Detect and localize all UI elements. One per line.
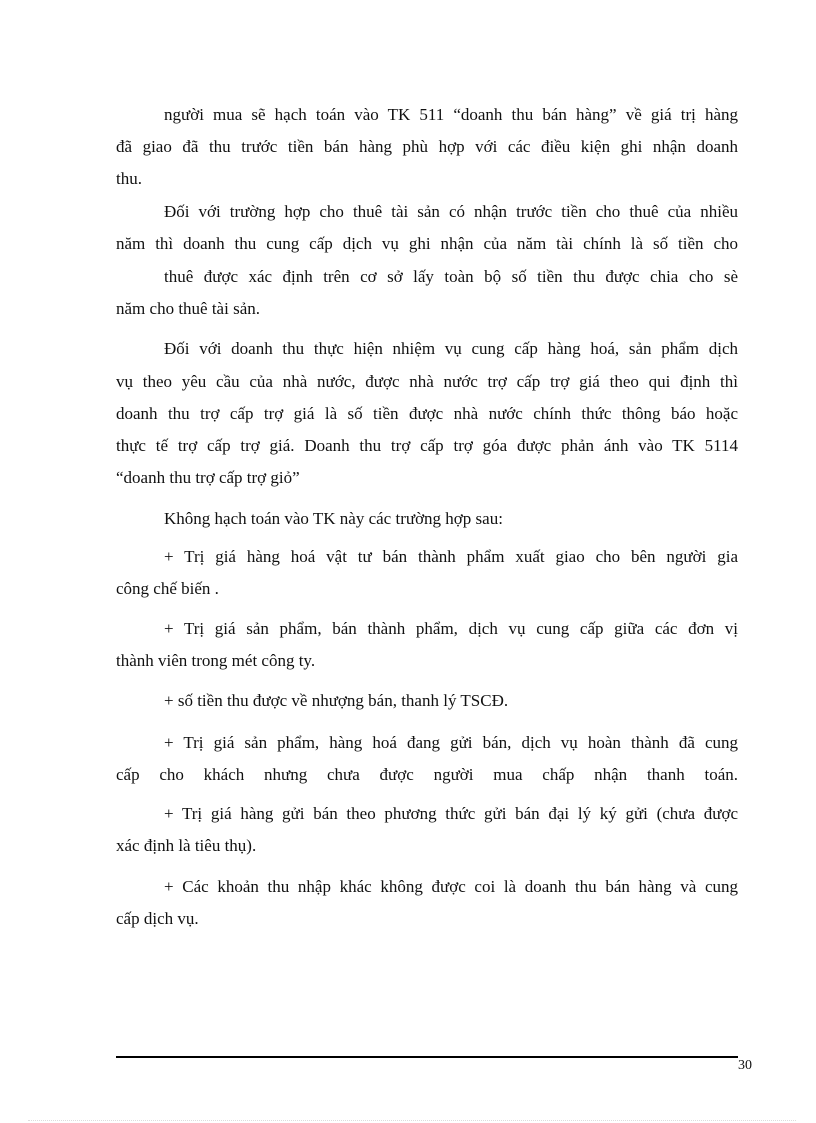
text-line: + Trị giá sản phẩm, hàng hoá đang gửi bán, dịch vụ hoàn thành đã cung [164, 733, 738, 752]
text-line: thực tế trợ cấp trợ giá. Doanh thu trợ cấp trợ góa được phản ánh vào TK 5114 [116, 436, 738, 455]
text-line: Đối với trường hợp cho thuê tài sản có nhận trước tiền cho thuê của nhiều [164, 202, 738, 221]
text-line: + Trị giá hàng hoá vật tư bán thành phẩm xuất giao cho bên người gia [164, 547, 738, 566]
text-line: Đối với doanh thu thực hiện nhiệm vụ cung cấp hàng hoá, sản phẩm dịch [164, 339, 738, 358]
footer-rule [116, 1056, 738, 1058]
text-line: đã giao đã thu trước tiền bán hàng phù hợp với các điều kiện ghi nhận doanh [116, 137, 738, 156]
text-line: + Trị giá sản phẩm, bán thành phẩm, dịch vụ cung cấp giữa các đơn vị [164, 619, 738, 638]
page-number: 30 [738, 1058, 752, 1073]
page-bottom-border [28, 1120, 796, 1121]
text-line: năm thì doanh thu cung cấp dịch vụ ghi nhận của năm tài chính là số tiền cho [116, 234, 738, 253]
text-line: thu. [116, 169, 142, 188]
text-line: xác định là tiêu thụ). [116, 836, 257, 855]
text-line: thành viên trong mét công ty. [116, 651, 316, 670]
text-line: + Các khoản thu nhập khác không được coi là doanh thu bán hàng và cung [164, 877, 738, 896]
text-line: cấp dịch vụ. [116, 909, 199, 928]
text-line: + số tiền thu được về nhượng bán, thanh lý TSCĐ. [164, 691, 509, 710]
text-line: người mua sẽ hạch toán vào TK 511 “doanh thu bán hàng” về giá trị hàng [164, 105, 738, 124]
text-line: vụ theo yêu cầu của nhà nước, được nhà nước trợ cấp trợ giá theo qui định thì [116, 372, 738, 391]
text-line: “doanh thu trợ cấp trợ giỏ” [116, 468, 300, 487]
text-line: năm cho thuê tài sản. [116, 299, 260, 318]
text-line: thuê được xác định trên cơ sở lấy toàn bộ số tiền thu được chia cho sè [164, 267, 738, 286]
text-line: cấp cho khách nhưng chưa được người mua chấp nhận thanh toán. [116, 765, 738, 784]
text-line: Không hạch toán vào TK này các trường hợp sau: [164, 509, 503, 528]
text-line: + Trị giá hàng gửi bán theo phương thức gửi bán đại lý ký gửi (chưa được [164, 804, 738, 823]
text-line: doanh thu trợ cấp trợ giá là số tiền được nhà nước chính thức thông báo hoặc [116, 404, 738, 423]
text-line: công chế biến . [116, 579, 219, 598]
